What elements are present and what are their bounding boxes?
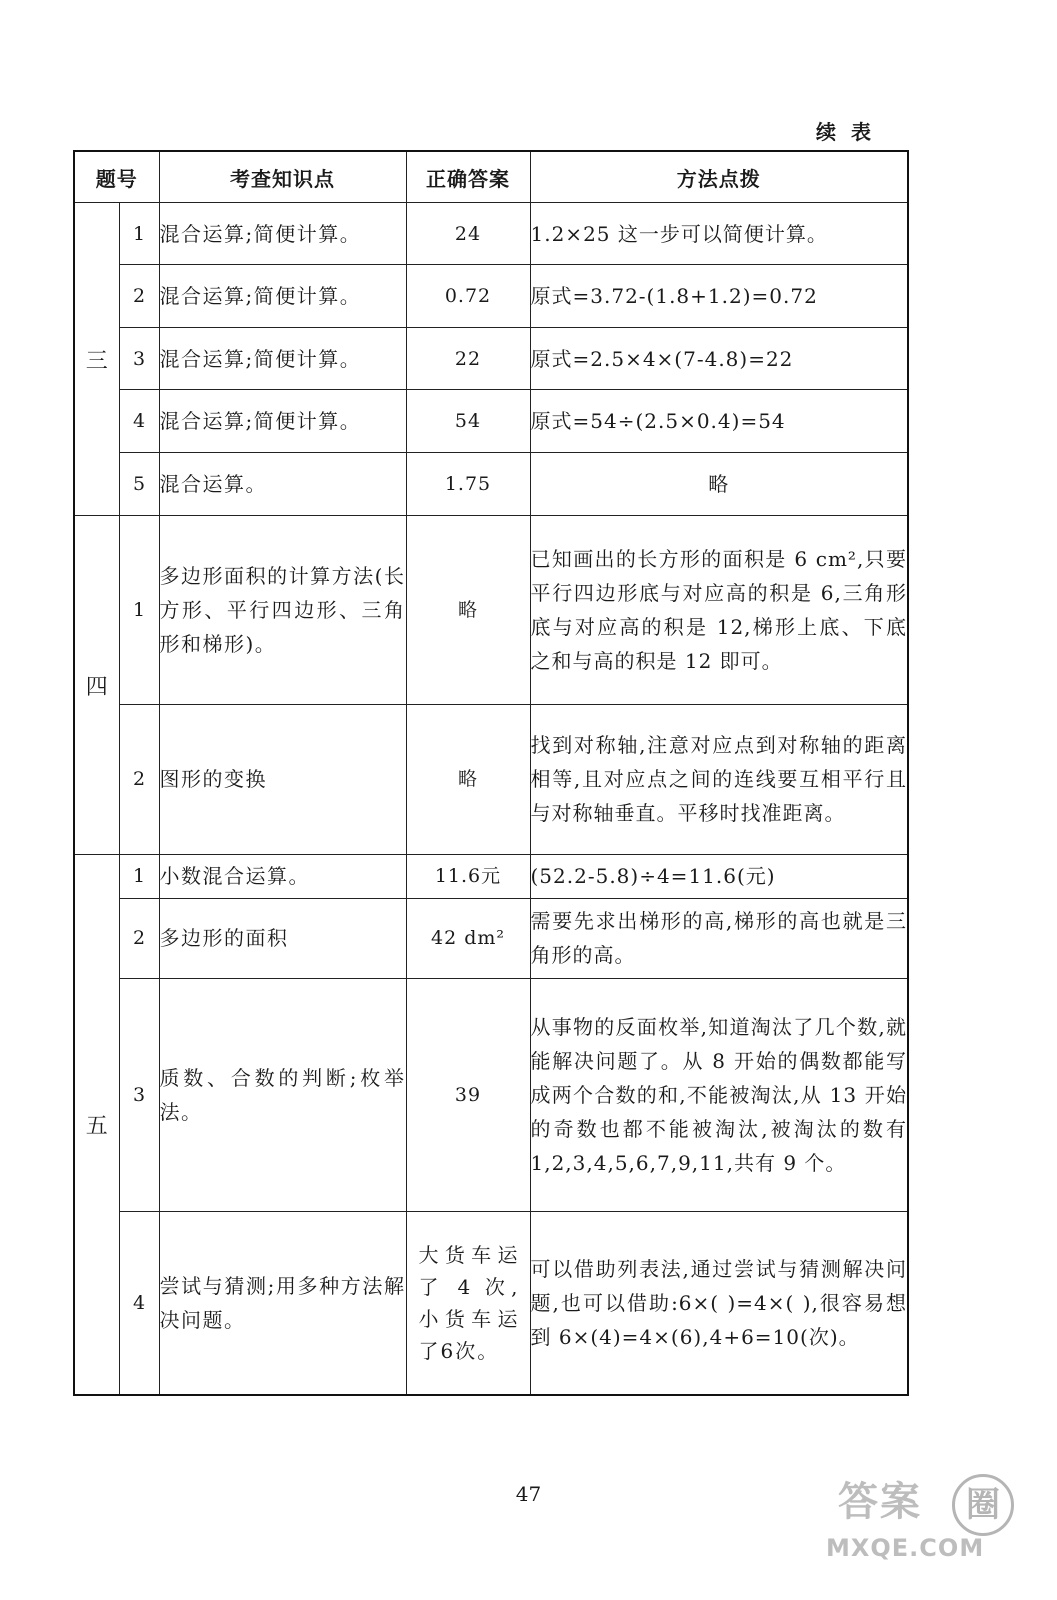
table-row: [74, 898, 908, 978]
answer-cell: 略: [406, 516, 530, 704]
table-row: [74, 978, 908, 1211]
knowledge-cell: 质数、合数的判断;枚举法。: [159, 978, 406, 1211]
table-row: [74, 516, 908, 704]
row-number: 2: [119, 704, 159, 854]
method-cell: 可以借助列表法,通过尝试与猜测解决问题,也可以借助:6×( )=4×( ),很容易想到 6×(4)=4×(6),4+6=10(次)。: [530, 1212, 908, 1395]
knowledge-cell: 图形的变换: [159, 704, 406, 854]
method-cell: 略: [530, 453, 908, 516]
method-cell: 从事物的反面枚举,知道淘汰了几个数,就能解决问题了。从 8 开始的偶数都能写成两个合数的和,不能被淘汰,从 13 开始的奇数也都不能被淘汰,被淘汰的数有 1,2,3,4,5,6,7,9,11,共有 9 个。: [530, 978, 908, 1211]
knowledge-cell: 混合运算;简便计算。: [159, 203, 406, 265]
method-cell: 原式=2.5×4×(7-4.8)=22: [530, 328, 908, 390]
answer-cell: 11.6元: [406, 854, 530, 898]
knowledge-cell: 混合运算;简便计算。: [159, 328, 406, 390]
section-label: 五: [74, 854, 119, 1395]
row-number: 1: [119, 203, 159, 265]
watermark-url: MXQE.COM: [826, 1534, 985, 1562]
page-number: 47: [515, 1482, 542, 1506]
watermark-logo: 答案: [838, 1479, 922, 1525]
section-label: 三: [74, 203, 119, 516]
header-question-no: 题号: [74, 151, 159, 203]
table-row: [74, 704, 908, 854]
method-cell: 已知画出的长方形的面积是 6 cm²,只要平行四边形底与对应高的积是 6,三角形底与对应高的积是 12,梯形上底、下底之和与高的积是 12 即可。: [530, 516, 908, 704]
header-answer: 正确答案: [406, 151, 530, 203]
table-row: [74, 1212, 908, 1395]
knowledge-cell: 多边形面积的计算方法(长方形、平行四边形、三角形和梯形)。: [159, 516, 406, 704]
row-number: 4: [119, 1212, 159, 1395]
header-method: 方法点拨: [530, 151, 908, 203]
knowledge-cell: 多边形的面积: [159, 898, 406, 978]
row-number: 5: [119, 453, 159, 516]
method-cell: 找到对称轴,注意对应点到对称轴的距离相等,且对应点之间的连线要互相平行且与对称轴垂直。平移时找准距离。: [530, 704, 908, 854]
answer-cell: 54: [406, 390, 530, 453]
answer-cell: 略: [406, 704, 530, 854]
table-row: [74, 265, 908, 328]
answer-cell: 1.75: [406, 453, 530, 516]
method-cell: 需要先求出梯形的高,梯形的高也就是三角形的高。: [530, 898, 908, 978]
method-cell: 原式=54÷(2.5×0.4)=54: [530, 390, 908, 453]
method-cell: (52.2-5.8)÷4=11.6(元): [530, 854, 908, 898]
row-number: 1: [119, 854, 159, 898]
knowledge-cell: 混合运算。: [159, 453, 406, 516]
table-header-row: [74, 151, 908, 203]
table-row: [74, 203, 908, 265]
knowledge-cell: 小数混合运算。: [159, 854, 406, 898]
answer-cell: 0.72: [406, 265, 530, 328]
knowledge-cell: 混合运算;简便计算。: [159, 265, 406, 328]
table-row: [74, 854, 908, 898]
answer-cell: 大货车运了 4 次,小货车运了6次。: [406, 1212, 530, 1395]
continued-table-label: 续 表: [816, 120, 875, 144]
table-row: [74, 328, 908, 390]
row-number: 2: [119, 898, 159, 978]
watermark-circle-logo: 圈: [952, 1474, 1014, 1536]
section-label: 四: [74, 516, 119, 854]
header-knowledge: 考查知识点: [159, 151, 406, 203]
method-cell: 原式=3.72-(1.8+1.2)=0.72: [530, 265, 908, 328]
answer-cell: 22: [406, 328, 530, 390]
table-row: [74, 390, 908, 453]
row-number: 1: [119, 516, 159, 704]
answer-cell: 24: [406, 203, 530, 265]
method-cell: 1.2×25 这一步可以简便计算。: [530, 203, 908, 265]
row-number: 3: [119, 978, 159, 1211]
answer-cell: 42 dm²: [406, 898, 530, 978]
knowledge-cell: 尝试与猜测;用多种方法解决问题。: [159, 1212, 406, 1395]
row-number: 4: [119, 390, 159, 453]
row-number: 2: [119, 265, 159, 328]
table-row: [74, 453, 908, 516]
knowledge-cell: 混合运算;简便计算。: [159, 390, 406, 453]
answer-cell: 39: [406, 978, 530, 1211]
answer-table: [73, 150, 909, 1396]
row-number: 3: [119, 328, 159, 390]
